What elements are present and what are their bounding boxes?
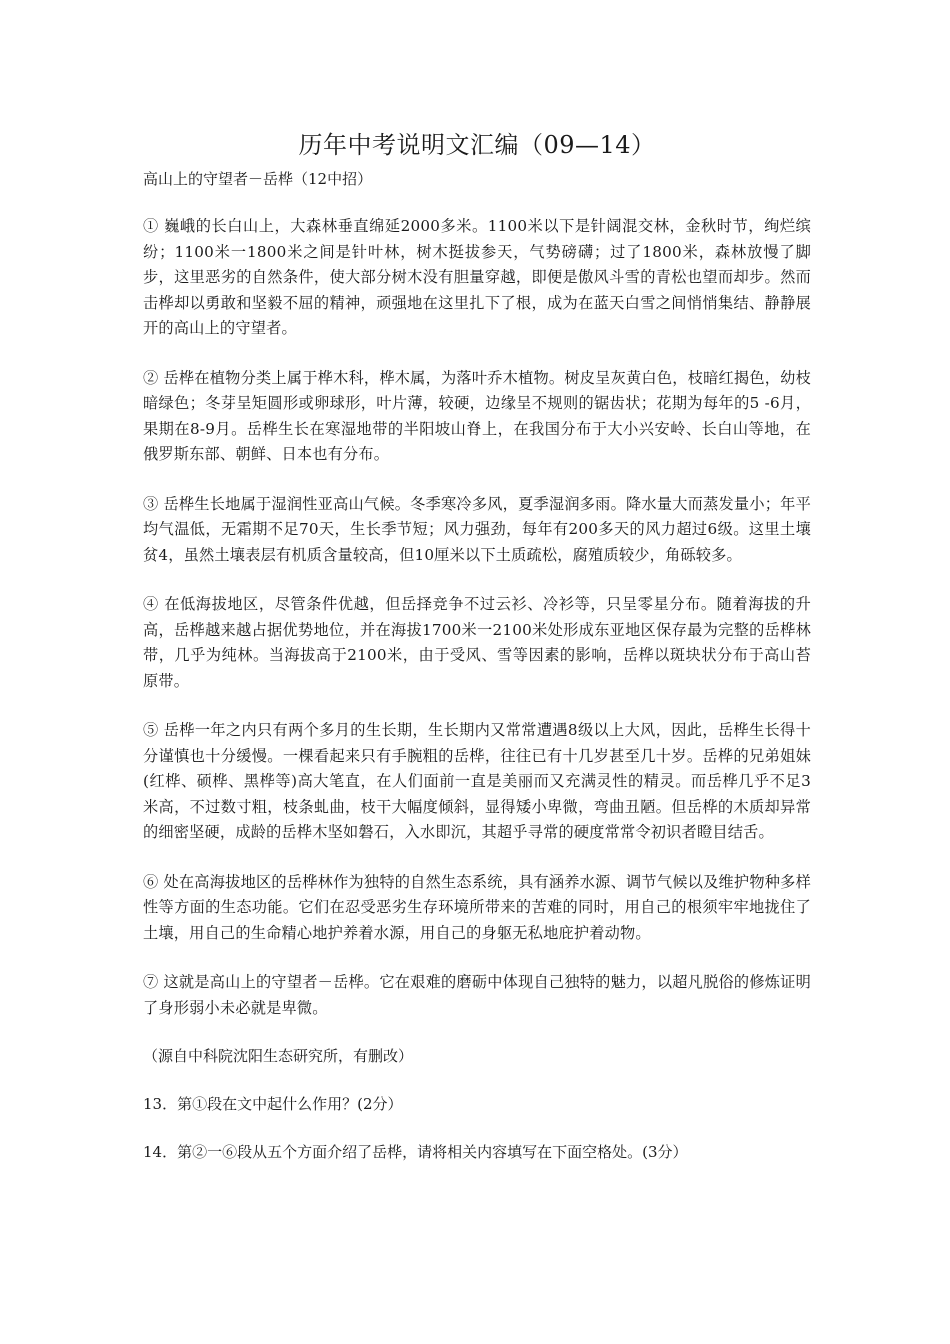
- paragraph-4: ④ 在低海拔地区，尽管条件优越，但岳择竞争不过云衫、冷衫等，只呈零星分布。随着海拔的升高，岳桦越来越占据优势地位，并在海拔1700米一2100米处形成东亚地区保存最为完整的岳桦林带，几乎为纯林。当海拔高于2100米，由于受风、雪等因素的影响，岳桦以斑块状分布于高山苔原带。: [143, 595, 811, 690]
- paragraph-1: ① 巍峨的长白山上，大森林垂直绵延2000多米。1100米以下是针阔混交林，金秋时节，绚烂缤纷；1100米一1800米之间是针叶林，树木挺拔参天，气势磅礴；过了1800米，森林放慢了脚步，这里恶劣的自然条件，使大部分树木没有胆量穿越，即便是傲风斗雪的青松也望而却步。然而击桦却以勇敢和坚毅不屈的精神，顽强地在这里扎下了根，成为在蓝天白雪之间悄悄集结、静静展开的高山上的守望者。: [143, 217, 811, 337]
- paragraph-6: ⑥ 处在高海拔地区的岳桦林作为独特的自然生态系统，具有涵养水源、调节气候以及维护物种多样性等方面的生态功能。它们在忍受恶劣生存环境所带来的苦难的同时，用自己的根须牢牢地拢住了土壤，用自己的生命精心地护养着水源，用自己的身躯无私地庇护着动物。: [143, 872, 811, 942]
- document-page: [143, 128, 811, 1189]
- source-note: （源自中科院沈阳生态研究所，有删改）: [143, 1047, 414, 1065]
- document-title: 历年中考说明文汇编（09—14）: [298, 131, 656, 159]
- paragraph-7: ⑦ 这就是高山上的守望者－岳桦。它在艰难的磨砺中体现自己独特的魅力，以超凡脱俗的修炼证明了身形弱小未必就是卑微。: [143, 973, 811, 1017]
- question-13: 13．第①段在文中起什么作用？(2分）: [143, 1095, 403, 1113]
- paragraph-2: ② 岳桦在植物分类上属于桦木科，桦木属，为落叶乔木植物。树皮呈灰黄白色，枝暗红揭色，幼枝暗绿色；冬芽呈矩圆形或卵球形，叶片薄，较硬，边缘呈不规则的锯齿状；花期为每年的5 -6月，果期在8-9月。岳桦生长在寒湿地带的半阳坡山脊上，在我国分布于大小兴安岭、长白山等地，在俄罗斯东部、朝鲜、日本也有分布。: [143, 368, 811, 463]
- article-heading: 高山上的守望者－岳桦（12中招）: [143, 170, 373, 188]
- paragraph-3: ③ 岳桦生长地属于湿润性亚高山气候。冬季寒冷多风，夏季湿润多雨。降水量大而蒸发量小；年平均气温低，无霜期不足70天，生长季节短；风力强劲，每年有200多天的风力超过6级。这里土壤贫4，虽然土壤表层有机质含量较高，但10厘米以下土质疏松，腐殖质较少，角砾较多。: [143, 494, 811, 564]
- question-14: 14．第②一⑥段从五个方面介绍了岳桦，请将相关内容填写在下面空格处。(3分）: [143, 1143, 688, 1161]
- paragraph-5: ⑤ 岳桦一年之内只有两个多月的生长期，生长期内又常常遭遇8级以上大风，因此，岳桦生长得十分谨慎也十分缓慢。一棵看起来只有手腕粗的岳桦，往往已有十几岁甚至几十岁。岳桦的兄弟姐妹(红桦、硕桦、黑桦等)高大笔直，在人们面前一直是美丽而又充满灵性的精灵。而岳桦几乎不足3米高，不过数寸粗，枝条虬曲，枝干大幅度倾斜，显得矮小卑微，弯曲丑陋。但岳桦的木质却异常的细密坚硬，成龄的岳桦木坚如磐石，入水即沉，其超乎寻常的硬度常常令初识者瞪目结舌。: [143, 721, 811, 841]
